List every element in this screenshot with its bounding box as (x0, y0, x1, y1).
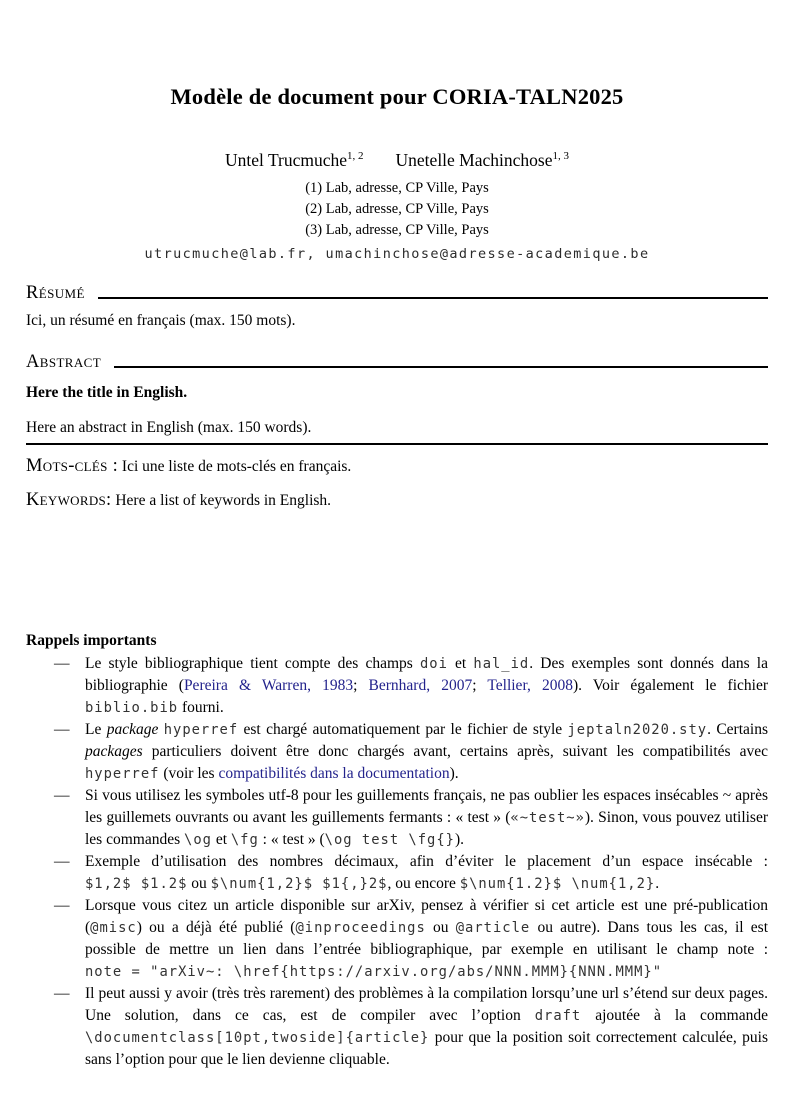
text-segment: ou autre). Dans tous les cas, il est possible de mettre un lien dans l’entrée bibliographique, par exemple en utilisant le champ note : (85, 919, 769, 958)
code-segment: doi (419, 656, 448, 672)
code-segment: hal_id (473, 656, 530, 672)
resume-section-heading (26, 283, 768, 304)
text-segment: . Des exemples sont donnés dans la bibliographie ( (85, 655, 768, 694)
code-segment: jeptaln2020.sty (567, 722, 708, 738)
author (225, 150, 364, 170)
text-segment: ). Sinon, vous pouvez utiliser les commandes (85, 809, 769, 848)
code-segment: hyperref (163, 722, 239, 738)
text-segment: : « test » ( (258, 831, 325, 848)
code-segment: \og (184, 832, 212, 848)
code-segment: @misc (90, 920, 137, 936)
author-name: Unetelle Machinchose (395, 150, 553, 170)
inline-link[interactable]: Bernhard, 2007 (368, 677, 473, 694)
reminder-item (26, 653, 768, 719)
text-segment: ajoutée à la commande (581, 1007, 768, 1024)
mots-cles-text: Ici une liste de mots-clés en français. (121, 458, 352, 475)
abstract-label: Abstract (26, 352, 102, 372)
text-segment: Il peut aussi y avoir (très très rarement) des problèmes à la compilation lorsqu’une url s’étend sur deux pages. Une solution, dans ce cas, est de compiler avec l’option (85, 985, 768, 1024)
text-segment: ). (449, 765, 459, 782)
dash-marker: — (54, 787, 70, 804)
reminders-heading: Rappels importants (26, 632, 157, 649)
text-segment: ; (353, 677, 369, 694)
text-segment: fourni. (178, 699, 224, 716)
code-segment: $1,2$ $1.2$ (85, 876, 188, 892)
text-segment: ou (425, 919, 456, 936)
text-segment: et (447, 655, 474, 672)
code-segment: $\num{1.2}$ \num{1,2} (459, 876, 656, 892)
italic-segment: package (106, 721, 159, 738)
text-segment: ) ou a déjà été publié ( (136, 919, 296, 936)
text-segment: Si vous utilisez les symboles utf-8 pour les guillements français, ne pas oublier les espaces insécables ~ après les guillemets ouvrants ou avant les guillements fermants : « test » ( (85, 787, 768, 826)
code-segment: note = "arXiv~: \href{https://arxiv.org/abs/NNN.MMM}{NNN.MMM}" (85, 964, 662, 980)
code-segment: @inproceedings (295, 920, 426, 936)
author-affiliation-sup: 1, 2 (347, 150, 364, 163)
text-segment: pour que la position soit correctement calculée, puis sans l’option pour que le lien devienne cliquable. (85, 1029, 768, 1068)
keywords-label: Keywords: (26, 490, 112, 510)
author (396, 150, 569, 170)
text-segment: . (655, 875, 660, 892)
inline-link[interactable]: compatibilités dans la documentation (218, 765, 450, 782)
code-segment: @article (455, 920, 531, 936)
reminders-list (26, 653, 768, 1071)
text-segment: ). (454, 831, 465, 848)
affiliation-line: (1) Lab, adresse, CP Ville, Pays (305, 180, 489, 196)
text-segment: Le (85, 721, 107, 738)
inline-link[interactable]: Tellier, 2008 (487, 677, 573, 694)
affiliation-line: (3) Lab, adresse, CP Ville, Pays (305, 222, 489, 238)
code-segment: biblio.bib (85, 700, 179, 716)
text-segment: est chargé automatiquement par le fichier de style (238, 721, 568, 738)
dash-marker: — (54, 985, 70, 1002)
dash-marker: — (54, 721, 70, 738)
mots-cles-label: Mots-clés : (26, 456, 119, 476)
code-segment: hyperref (85, 766, 160, 782)
italic-segment: packages (85, 743, 143, 760)
author-affiliation-sup: 1, 3 (552, 150, 569, 163)
reminder-item (26, 785, 768, 851)
resume-text: Ici, un résumé en français (max. 150 mots). (26, 312, 296, 329)
affiliations-block (26, 178, 768, 241)
dash-marker: — (54, 853, 70, 870)
author-name: Untel Trucmuche (225, 150, 348, 170)
reminder-item (26, 983, 768, 1071)
text-segment: . Certains (707, 721, 768, 738)
text-segment: , ou encore (387, 875, 460, 892)
text-segment: Exemple d’utilisation des nombres décimaux, afin d’éviter le placement d’un espace insécable : (85, 853, 768, 870)
reminders-section (26, 632, 768, 1071)
reminder-item (26, 719, 768, 785)
keywords-text: Here a list of keywords in English. (115, 492, 332, 509)
text-segment: ; (472, 677, 488, 694)
author-emails: utrucmuche@lab.fr, umachinchose@adresse-academique.be (144, 246, 650, 262)
reminder-item (26, 895, 768, 983)
affiliation-line: (2) Lab, adresse, CP Ville, Pays (305, 201, 489, 217)
code-segment: \fg (230, 832, 259, 848)
code-segment: $\num{1,2}$ $1{,}2$ (210, 876, 388, 892)
text-segment: particuliers doivent être donc chargés avant, certains après, suivant les compatibilités avec (142, 743, 768, 760)
code-segment: \documentclass[10pt,twoside]{article} (85, 1030, 430, 1046)
resume-rule (98, 297, 768, 299)
text-segment: ). Voir également le fichier (572, 677, 768, 694)
text-segment: ou (187, 875, 211, 892)
abstract-text: Here an abstract in English (max. 150 words). (26, 417, 768, 445)
code-segment: «~test~» (510, 810, 585, 826)
inline-link[interactable]: Pereira & Warren, 1983 (183, 677, 354, 694)
abstract-section-heading (26, 352, 768, 373)
mots-cles-line (26, 456, 768, 477)
text-segment: Le style bibliographique tient compte des champs (85, 655, 420, 672)
english-title: Here the title in English. (26, 384, 188, 401)
paper-title: Modèle de document pour CORIA-TALN2025 (170, 84, 624, 109)
text-segment: (voir les (159, 765, 219, 782)
dash-marker: — (54, 897, 70, 914)
text-segment: Lorsque vous citez un article disponible sur arXiv, pensez à vérifier si cet article est une pré-publication ( (85, 897, 768, 936)
keywords-line (26, 490, 768, 511)
reminder-item (26, 851, 768, 895)
abstract-rule (114, 366, 768, 368)
authors-line (26, 150, 768, 171)
text-segment: et (211, 831, 231, 848)
code-segment: \og test \fg{} (324, 832, 455, 848)
dash-marker: — (54, 655, 70, 672)
code-segment: draft (534, 1008, 582, 1024)
resume-label: Résumé (26, 283, 85, 303)
